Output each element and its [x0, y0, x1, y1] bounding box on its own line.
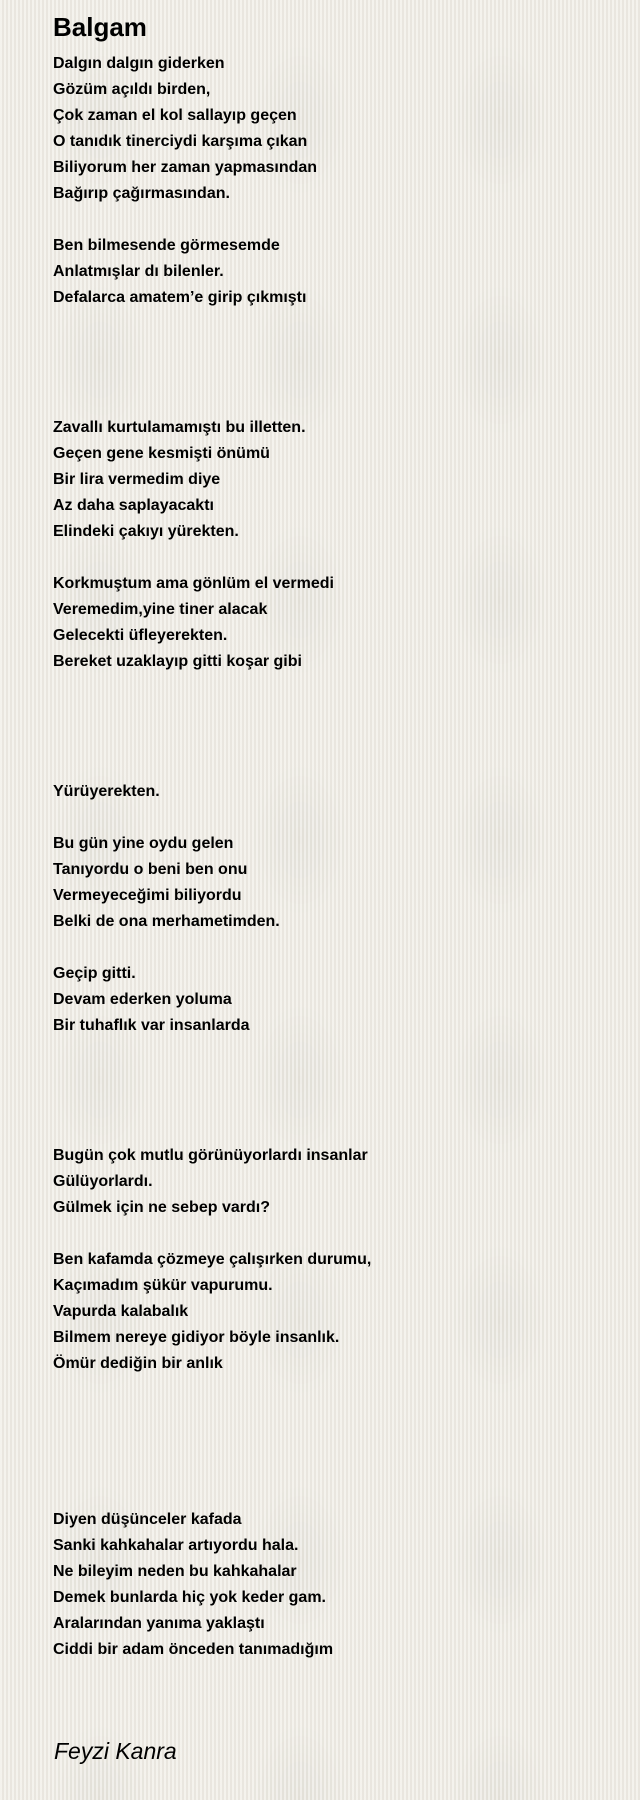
stanza-gap [53, 1377, 613, 1403]
stanza-gap [53, 1039, 613, 1065]
poem-line: Sanki kahkahalar artıyordu hala. [53, 1537, 299, 1554]
poem-line: Geçip gitti. [53, 965, 136, 982]
stanza-gap [53, 1455, 613, 1481]
poem-line: Gülmek için ne sebep vardı? [53, 1199, 270, 1216]
poem-body [53, 51, 613, 1663]
poem-line: Bu gün yine oydu gelen [53, 835, 234, 852]
poem-line: Vermeyeceğimi biliyordu [53, 887, 242, 904]
stanza-gap [53, 363, 613, 389]
poem-line: O tanıdık tinerciydi karşıma çıkan [53, 133, 308, 150]
poem-line: Devam ederken yoluma [53, 991, 232, 1008]
stanza-gap [53, 753, 613, 779]
poem-line: Yürüyerekten. [53, 783, 160, 800]
poem-line: Bir tuhaflık var insanlarda [53, 1017, 250, 1034]
stanza-gap [53, 1481, 613, 1507]
poem-line: Ömür dediğin bir anlık [53, 1355, 223, 1372]
poem-line: Bugün çok mutlu görünüyorlardı insanlar [53, 1147, 368, 1164]
poem-line: Bilmem nereye gidiyor böyle insanlık. [53, 1329, 340, 1346]
poem-line: Zavallı kurtulamamıştı bu illetten. [53, 419, 306, 436]
poem-line: Defalarca amatem’e girip çıkmıştı [53, 289, 307, 306]
poem-line: Geçen gene kesmişti önümü [53, 445, 270, 462]
poem-title: Balgam [53, 12, 147, 42]
stanza-gap [53, 1221, 613, 1247]
stanza-gap [53, 1403, 613, 1429]
stanza-gap [53, 337, 613, 363]
stanza-gap [53, 805, 613, 831]
stanza-gap [53, 545, 613, 571]
poem-line: Ne bileyim neden bu kahkahalar [53, 1563, 297, 1580]
stanza-gap [53, 389, 613, 415]
stanza-gap [53, 701, 613, 727]
stanza-gap [53, 727, 613, 753]
stanza-gap [53, 1117, 613, 1143]
poem-line: Kaçımadım şükür vapurumu. [53, 1277, 273, 1294]
poem-line: Ben bilmesende görmesemde [53, 237, 280, 254]
poem-line: Korkmuştum ama gönlüm el vermedi [53, 575, 334, 592]
poem-author: Feyzi Kanra [54, 1738, 177, 1764]
poem-line: Bereket uzaklayıp gitti koşar gibi [53, 653, 302, 670]
poem-line: Diyen düşünceler kafada [53, 1511, 242, 1528]
poem-line: Dalgın dalgın giderken [53, 55, 225, 72]
poem-line: Ben kafamda çözmeye çalışırken durumu, [53, 1251, 372, 1268]
stanza-gap [53, 207, 613, 233]
stanza-gap [53, 935, 613, 961]
poem-line: Çok zaman el kol sallayıp geçen [53, 107, 297, 124]
poem-line: Elindeki çakıyı yürekten. [53, 523, 239, 540]
stanza-gap [53, 311, 613, 337]
stanza-gap [53, 1429, 613, 1455]
poem-line: Ciddi bir adam önceden tanımadığım [53, 1641, 334, 1658]
stanza-gap [53, 1091, 613, 1117]
poem-line: Vapurda kalabalık [53, 1303, 189, 1320]
poem-line: Aralarından yanıma yaklaştı [53, 1615, 265, 1632]
poem-line: Az daha saplayacaktı [53, 497, 214, 514]
poem-line: Gelecekti üfleyerekten. [53, 627, 228, 644]
stanza-gap [53, 675, 613, 701]
poem-line: Bağırıp çağırmasından. [53, 185, 230, 202]
stanza-gap [53, 1065, 613, 1091]
poem-line: Tanıyordu o beni ben onu [53, 861, 248, 878]
poem-line: Biliyorum her zaman yapmasından [53, 159, 318, 176]
poem-line: Bir lira vermedim diye [53, 471, 221, 488]
poem-line: Anlatmışlar dı bilenler. [53, 263, 224, 280]
poem-line: Gözüm açıldı birden, [53, 81, 211, 98]
poem-line: Gülüyorlardı. [53, 1173, 153, 1190]
poem-line: Demek bunlarda hiç yok keder gam. [53, 1589, 326, 1606]
poem-line: Veremedim,yine tiner alacak [53, 601, 268, 618]
poem-line: Belki de ona merhametimden. [53, 913, 280, 930]
